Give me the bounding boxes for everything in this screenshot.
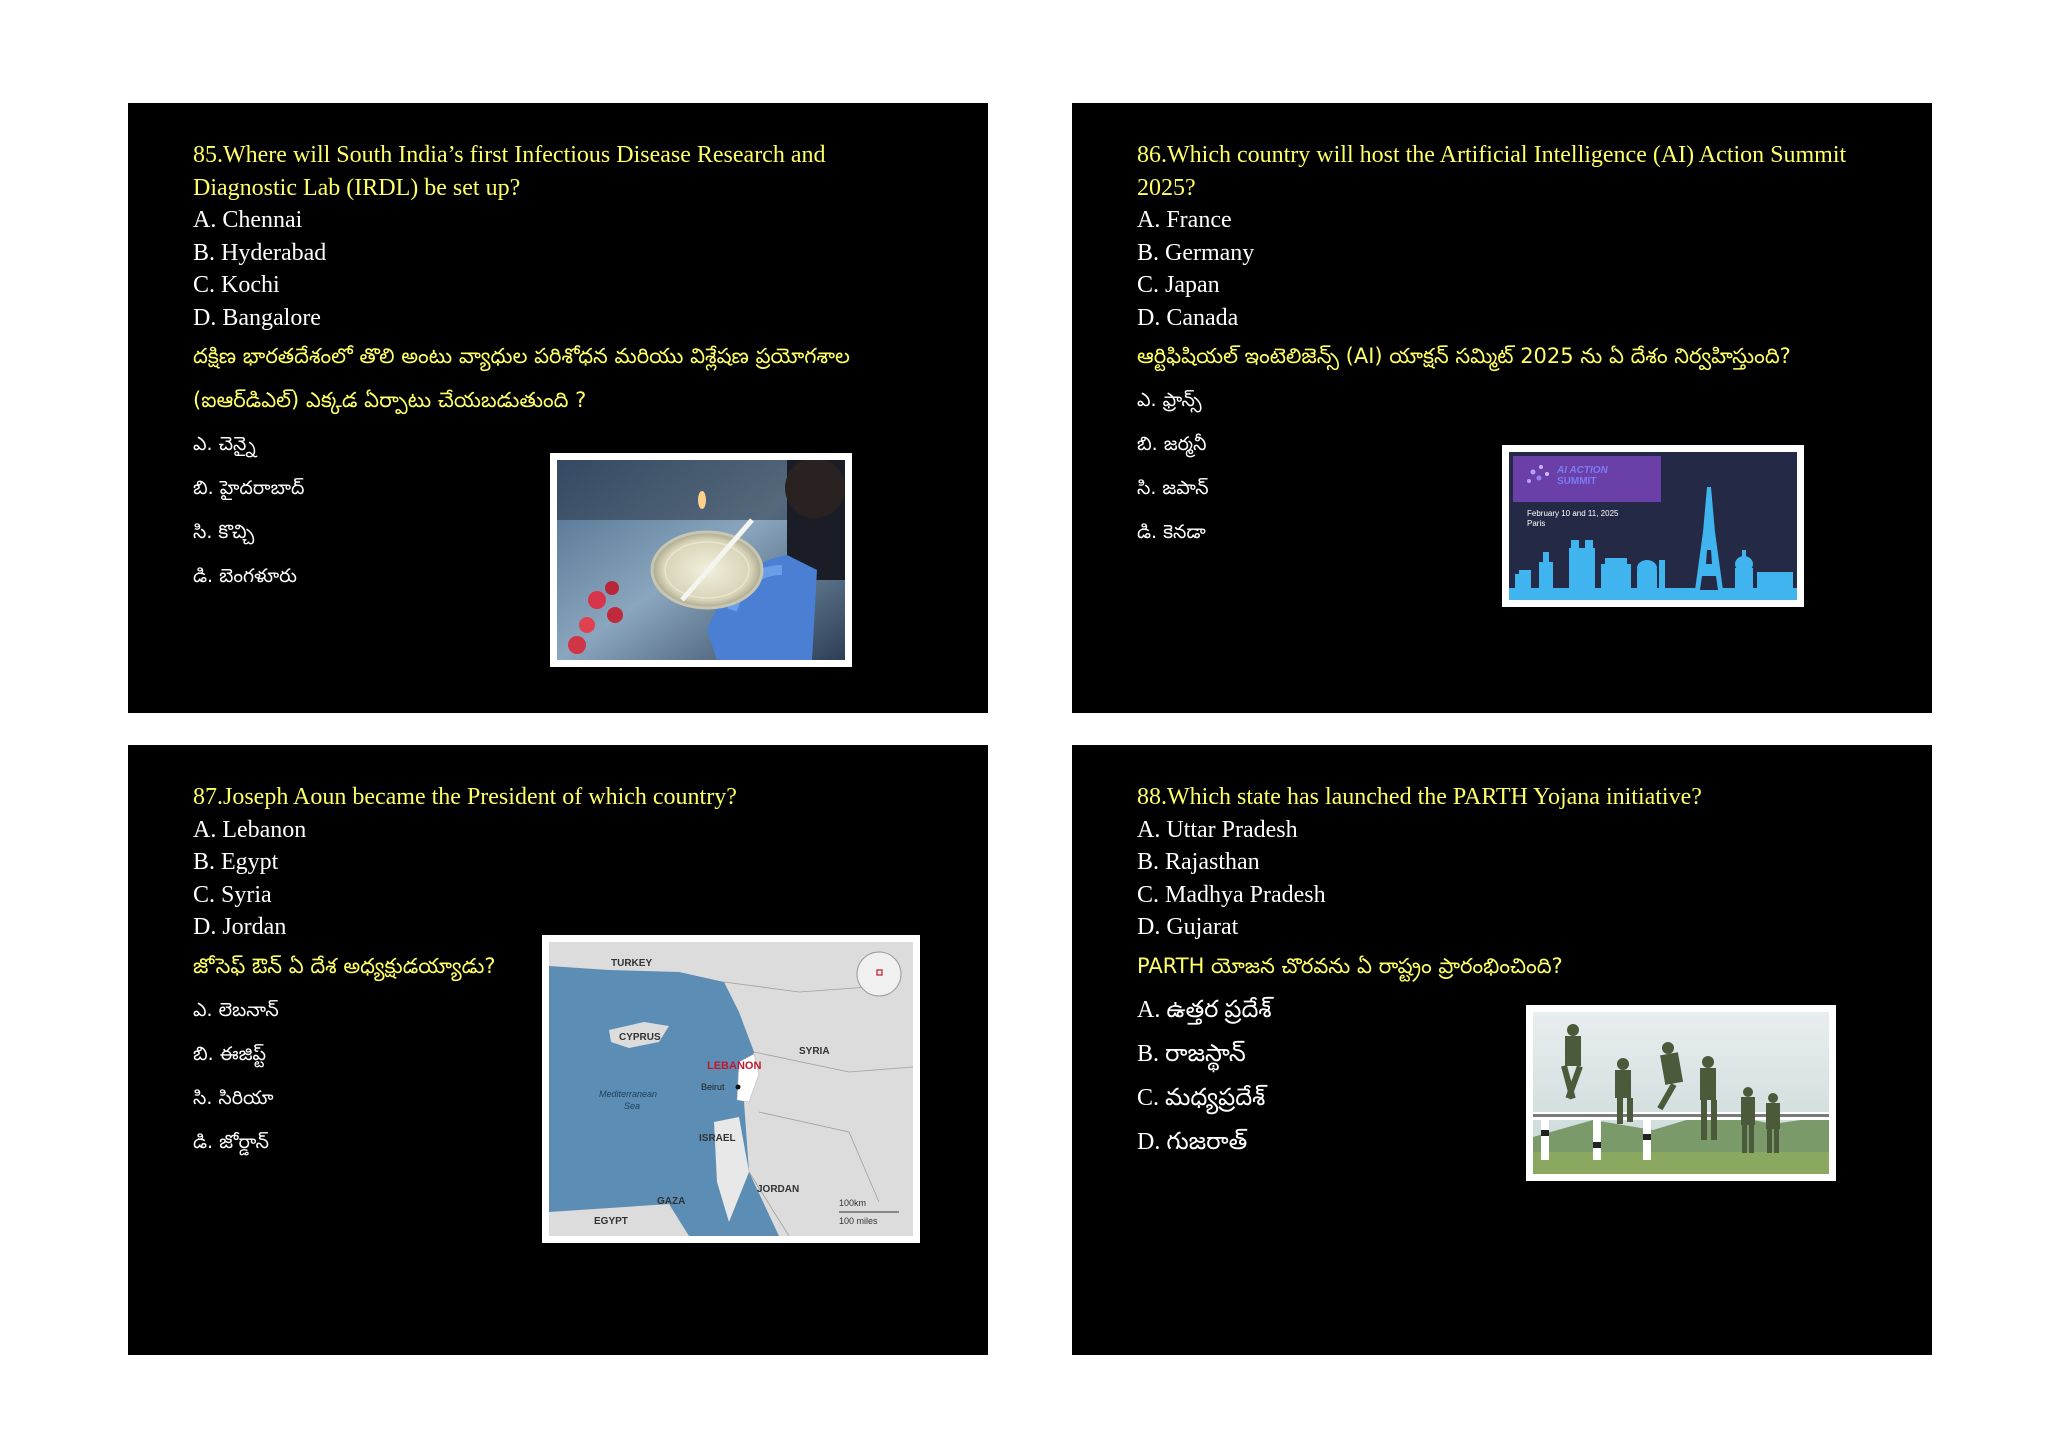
question: 86.Which country will host the Artificial Intelligence (AI) Action Summit 2025? (1137, 142, 1847, 201)
label-gaza: GAZA (657, 1196, 686, 1207)
ai-summit-banner (1502, 445, 1804, 607)
question-telugu-line2: (ఐఆర్‌డిఎల్) ఎక్కడ ఏర్పాటు చేయబడుతుంది ? (193, 388, 587, 412)
label-sea-2: Sea (624, 1101, 641, 1111)
label-syria: SYRIA (799, 1046, 830, 1057)
scale-miles: 100 miles (839, 1216, 878, 1226)
slide-88 (1072, 745, 1932, 1355)
logo-line1: AI ACTION (1557, 465, 1608, 476)
logo-line2: SUMMIT (1557, 476, 1597, 487)
label-sea-1: Mediterranean (599, 1089, 658, 1099)
option-a: A. Lebanon (193, 816, 307, 843)
option-c: C. Kochi (193, 272, 280, 298)
question: 88.Which state has launched the PARTH Yojana initiative? (1137, 784, 1702, 810)
option-a-telugu: A. ఉత్తర ప్రదేశ్ (1137, 996, 1272, 1023)
scale-km: 100km (839, 1198, 867, 1208)
lebanon-map (542, 935, 920, 1243)
label-turkey: TURKEY (611, 958, 653, 969)
option-a-telugu: ఎ. చెన్నై (193, 433, 256, 455)
summit-dates: February 10 and 11, 2025 (1527, 509, 1619, 518)
option-a-telugu: ఎ. లెబనాన్ (193, 998, 279, 1021)
option-d: D. Jordan (193, 914, 287, 940)
label-egypt: EGYPT (594, 1216, 628, 1227)
option-d: D. Canada (1137, 304, 1239, 331)
option-d-telugu: డి. కెనడా (1137, 521, 1206, 543)
option-a-telugu: ఎ. ఫ్రాన్స్ (1137, 389, 1202, 411)
option-b: B. Rajasthan (1137, 849, 1260, 875)
option-d: D. Gujarat (1137, 914, 1239, 940)
label-cyprus: CYPRUS (619, 1032, 661, 1043)
lab-photo (550, 453, 852, 667)
slide-86 (1072, 103, 1932, 713)
question-telugu-line1: దక్షిణ భారతదేశంలో తొలి అంటు వ్యాధుల పరిశోధన మరియు విశ్లేషణ ప్రయోగశాల (193, 344, 850, 368)
question: 87.Joseph Aoun became the President of which country? (193, 784, 737, 810)
label-jordan: JORDAN (757, 1184, 800, 1195)
option-b-telugu: B. రాజస్థాన్ (1137, 1040, 1246, 1067)
question-telugu: జోసెఫ్ ఔన్ ఏ దేశ అధ్యక్షుడయ్యాడు? (193, 953, 496, 978)
label-israel: ISRAEL (699, 1133, 736, 1144)
option-b-telugu: బి. జర్మనీ (1137, 433, 1207, 455)
option-c: C. Japan (1137, 272, 1220, 298)
middle-east-map-image (549, 942, 913, 1236)
question: 85.Where will South India’s first Infectious Disease Research and Diagnostic Lab (IRDL) be set up? (193, 142, 826, 201)
lab-petri-dish-image (557, 460, 845, 660)
slide-87 (128, 745, 988, 1355)
option-c: C. Madhya Pradesh (1137, 881, 1326, 908)
question-telugu: PARTH యోజన చొరవను ఏ రాష్ట్రం ప్రారంభించింది? (1137, 953, 1563, 978)
globe-icon (857, 952, 901, 996)
soldiers-obstacle-course-image (1533, 1012, 1829, 1174)
option-a: A. France (1137, 207, 1232, 233)
slide-85 (128, 103, 988, 713)
option-d: D. Bangalore (193, 304, 321, 331)
option-c-telugu: సి. కొచ్చి (193, 521, 255, 543)
option-d-telugu: డి. బెంగళూరు (193, 565, 297, 587)
option-d-telugu: D. గుజరాత్ (1137, 1128, 1248, 1155)
option-b-telugu: బి. హైదరాబాద్ (193, 477, 305, 499)
option-a: A. Uttar Pradesh (1137, 816, 1298, 843)
option-c: C. Syria (193, 881, 272, 908)
option-a: A. Chennai (193, 207, 303, 233)
option-d-telugu: డి. జోర్డాన్ (193, 1130, 269, 1153)
option-c-telugu: సి. సిరియా (193, 1086, 274, 1109)
option-c-telugu: సి. జపాన్ (1137, 477, 1209, 499)
option-c-telugu: C. మధ్యప్రదేశ్ (1137, 1084, 1266, 1111)
label-lebanon: LEBANON (707, 1060, 762, 1072)
question-telugu: ఆర్టిఫిషియల్ ఇంటెలిజెన్స్ (AI) యాక్షన్ సమ్మిట్ 2025 ను ఏ దేశం నిర్వహిస్తుంది? (1137, 344, 1791, 368)
option-b: B. Egypt (193, 849, 279, 875)
ai-summit-image (1509, 452, 1797, 600)
option-b: B. Hyderabad (193, 239, 327, 266)
army-training-photo (1526, 1005, 1836, 1181)
option-b: B. Germany (1137, 239, 1255, 266)
option-b-telugu: బి. ఈజిప్ట్ (193, 1042, 267, 1065)
summit-city: Paris (1527, 519, 1546, 528)
label-beirut: Beirut (701, 1082, 725, 1092)
